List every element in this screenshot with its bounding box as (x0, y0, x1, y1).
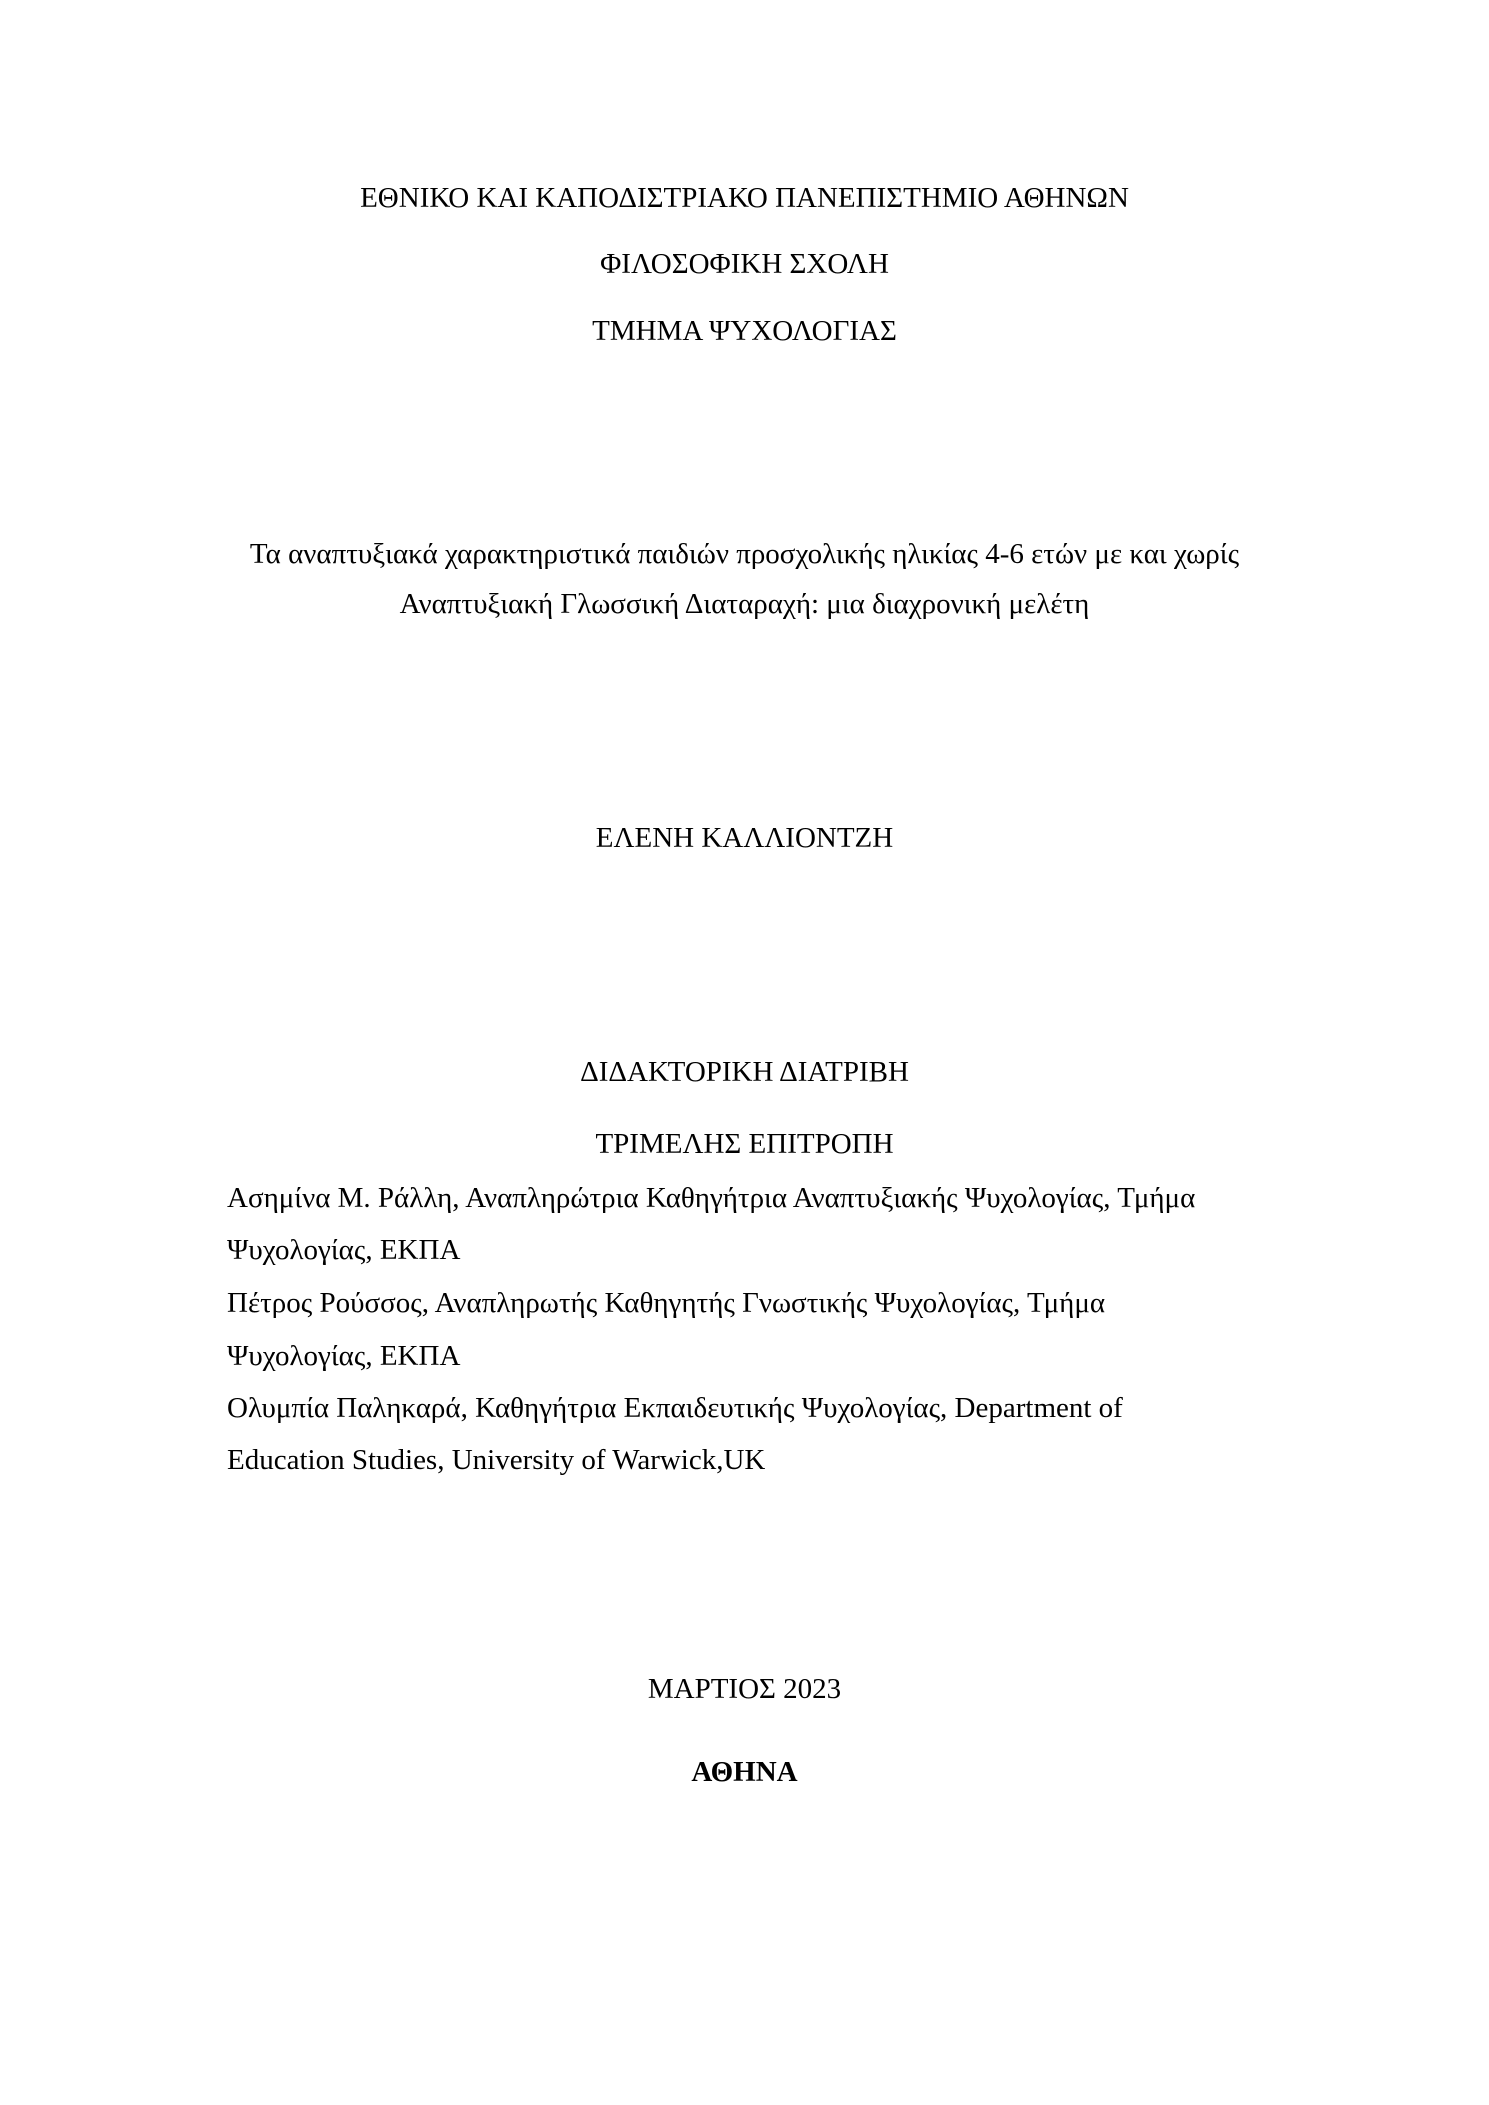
committee-line-2: Ψυχολογίας, ΕΚΠΑ (227, 1234, 461, 1266)
committee-heading: ΤΡΙΜΕΛΗΣ ΕΠΙΤΡΟΠΗ (595, 1128, 894, 1160)
committee-line-3: Πέτρος Ρούσσος, Αναπληρωτής Καθηγητής Γνωστικής Ψυχολογίας, Τμήμα (227, 1287, 1106, 1319)
school-name: ΦΙΛΟΣΟΦΙΚΗ ΣΧΟΛΗ (600, 248, 889, 280)
university-name: ΕΘΝΙΚΟ ΚΑΙ ΚΑΠΟΔΙΣΤΡΙΑΚΟ ΠΑΝΕΠΙΣΤΗΜΙΟ ΑΘΗΝΩΝ (360, 182, 1129, 214)
thesis-title-line-2: Αναπτυξιακή Γλωσσική Διαταραχή: μια διαχρονική μελέτη (399, 588, 1090, 620)
committee-line-5: Ολυμπία Παληκαρά, Καθηγήτρια Εκπαιδευτικής Ψυχολογίας, Department of (227, 1392, 1123, 1424)
thesis-title-line-1: Τα αναπτυξιακά χαρακτηριστικά παιδιών προσχολικής ηλικίας 4-6 ετών με και χωρίς (249, 538, 1240, 570)
author-name: ΕΛΕΝΗ ΚΑΛΛΙΟΝΤΖΗ (595, 822, 894, 854)
committee-line-6: Education Studies, University of Warwick,UK (227, 1444, 766, 1476)
committee-line-1: Ασημίνα Μ. Ράλλη, Αναπληρώτρια Καθηγήτρια Αναπτυξιακής Ψυχολογίας, Τμήμα (227, 1182, 1196, 1214)
committee-line-4: Ψυχολογίας, ΕΚΠΑ (227, 1340, 461, 1372)
city-name: ΑΘΗΝΑ (691, 1756, 798, 1788)
department-name: ΤΜΗΜΑ ΨΥΧΟΛΟΓΙΑΣ (592, 315, 897, 347)
submission-date: ΜΑΡΤΙΟΣ 2023 (647, 1673, 842, 1705)
thesis-type: ΔΙΔΑΚΤΟΡΙΚΗ ΔΙΑΤΡΙΒΗ (580, 1056, 909, 1088)
